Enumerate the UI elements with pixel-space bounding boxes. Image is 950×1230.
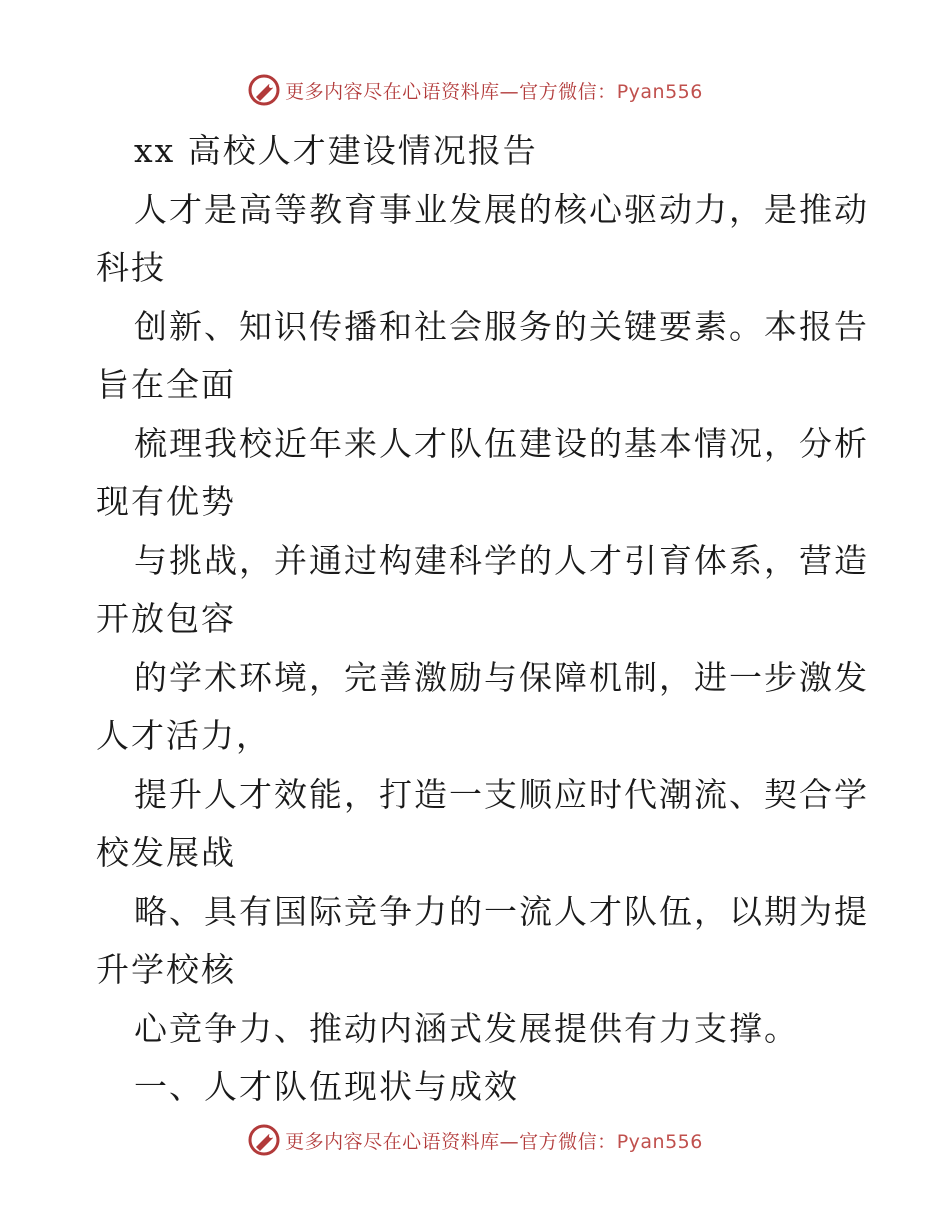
paragraph-line: 提升人才效能，打造一支顺应时代潮流、契合学 bbox=[134, 774, 869, 814]
paragraph-line: 校发展战 bbox=[96, 833, 236, 872]
paragraph-line: 现有优势 bbox=[96, 482, 236, 521]
banner-wechat-label: 官方微信： bbox=[519, 80, 617, 103]
section-heading: 一、人才队伍现状与成效 bbox=[134, 1067, 519, 1106]
paragraph-line: 旨在全面 bbox=[96, 365, 236, 404]
document-body bbox=[96, 122, 869, 1117]
document-title: xx 高校人才建设情况报告 bbox=[134, 131, 538, 170]
paragraph-line: 人才活力， bbox=[96, 716, 271, 755]
banner-wechat-account: Pyan556 bbox=[616, 80, 703, 103]
banner-separator: — bbox=[499, 80, 520, 103]
banner-text bbox=[285, 1127, 703, 1154]
banner-wechat-account: Pyan556 bbox=[616, 1130, 703, 1153]
paragraph-line: 略、具有国际竞争力的一流人才队伍，以期为提 bbox=[134, 891, 869, 931]
paragraph-line: 梳理我校近年来人才队伍建设的基本情况，分析 bbox=[134, 423, 869, 463]
header-watermark-banner bbox=[0, 70, 950, 110]
banner-title: 更多内容尽在心语资料库 bbox=[285, 80, 500, 103]
paragraph-line: 人才是高等教育事业发展的核心驱动力，是推动 bbox=[134, 189, 869, 229]
paragraph-line: 与挑战，并通过构建科学的人才引育体系，营造 bbox=[134, 540, 869, 580]
paragraph-line: 创新、知识传播和社会服务的关键要素。本报告 bbox=[134, 306, 869, 346]
banner-text bbox=[285, 77, 703, 104]
banner-title: 更多内容尽在心语资料库 bbox=[285, 1130, 500, 1153]
pen-logo-icon bbox=[247, 73, 281, 107]
banner-wechat-label: 官方微信： bbox=[519, 1130, 617, 1153]
footer-watermark-banner bbox=[0, 1120, 950, 1160]
paragraph-line: 开放包容 bbox=[96, 599, 236, 638]
pen-logo-icon bbox=[247, 1123, 281, 1157]
paragraph-line: 科技 bbox=[96, 248, 166, 287]
paragraph-line: 心竞争力、推动内涵式发展提供有力支撑。 bbox=[134, 1008, 799, 1048]
paragraph-line: 升学校核 bbox=[96, 950, 236, 989]
banner-separator: — bbox=[499, 1130, 520, 1153]
paragraph-line: 的学术环境，完善激励与保障机制，进一步激发 bbox=[134, 657, 869, 697]
